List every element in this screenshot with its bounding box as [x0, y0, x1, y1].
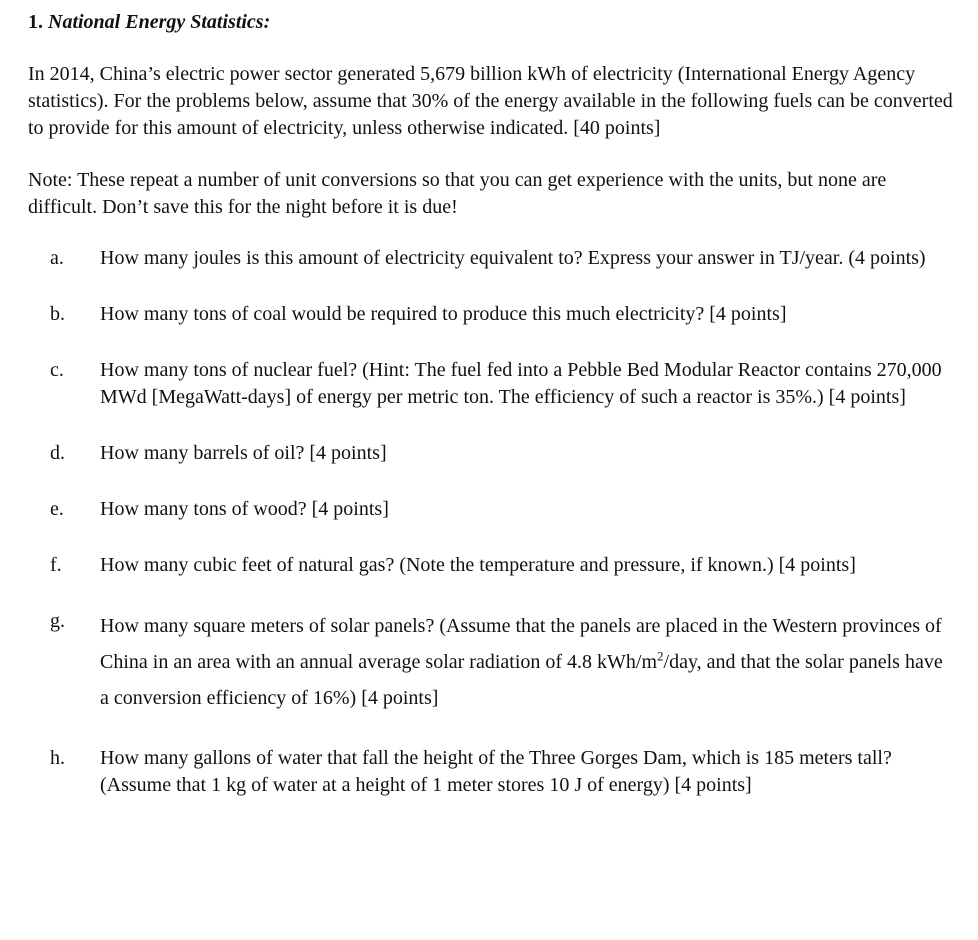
superscript: 2 [657, 648, 664, 664]
question-letter: a. [50, 247, 64, 269]
question-g [28, 608, 958, 716]
question-b [28, 301, 958, 328]
question-letter: c. [50, 359, 64, 381]
question-text: How many gallons of water that fall the height of the Three Gorges Dam, which is 185 meters tall? (Assume that 1 kg of water at a height of 1 meter stores 10 J of energy) [4 points] [100, 747, 892, 796]
question-list [28, 245, 958, 799]
note-paragraph: Note: These repeat a number of unit conversions so that you can get experience with the units, but none are difficult. Don’t save this for the night before it is due! [28, 169, 887, 218]
question-c [28, 357, 958, 411]
question-text: How many barrels of oil? [4 points] [100, 442, 387, 464]
question-letter: b. [50, 303, 65, 325]
question-letter: e. [50, 498, 64, 520]
question-text: How many joules is this amount of electricity equivalent to? Express your answer in TJ/year. (4 points) [100, 247, 926, 269]
question-f [28, 552, 958, 579]
problem-heading [28, 6, 958, 38]
question-text [100, 608, 958, 716]
intro-paragraph: In 2014, China’s electric power sector generated 5,679 billion kWh of electricity (International Energy Agency statistics). For the problems below, assume that 30% of the energy available in the following fuels can be converted to provide for this amount of electricity, unless otherwise indicated. [40 points] [28, 63, 953, 139]
question-text: How many cubic feet of natural gas? (Note the temperature and pressure, if known.) [4 points] [100, 554, 856, 576]
question-text: How many tons of coal would be required to produce this much electricity? [4 points] [100, 303, 787, 325]
question-e [28, 496, 958, 523]
question-letter: d. [50, 442, 65, 464]
question-h [28, 745, 958, 799]
question-letter: f. [50, 554, 62, 576]
question-text-part: /day, and that the solar panels have a conversion efficiency of 16%) [4 points] [100, 651, 943, 709]
problem-title: National Energy Statistics: [48, 10, 271, 33]
question-text: How many tons of wood? [4 points] [100, 498, 389, 520]
problem-number: 1. [28, 10, 43, 33]
question-text-part: How many square meters of solar panels? (Assume that the panels are placed in the Western provinces of China in an area with an annual average solar radiation of 4.8 kWh/m [100, 615, 942, 673]
question-a [28, 245, 958, 272]
question-text: How many tons of nuclear fuel? (Hint: The fuel fed into a Pebble Bed Modular Reactor contains 270,000 MWd [MegaWatt-days] of energy per metric ton. The efficiency of such a reactor is 35%.) [4 points] [100, 359, 942, 408]
question-letter: h. [50, 747, 65, 769]
question-d [28, 440, 958, 467]
question-letter: g. [50, 610, 65, 632]
